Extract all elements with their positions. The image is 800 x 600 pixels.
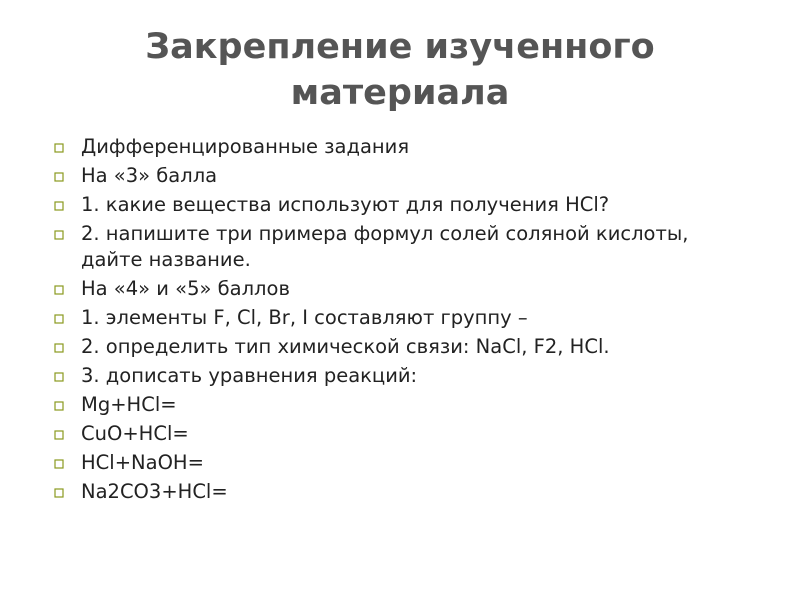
- list-item: [52, 363, 742, 389]
- list-item: [52, 334, 742, 360]
- list-item-text: Дифференцированные задания: [81, 135, 410, 158]
- list-item-text: 2. определить тип химической связи: NaCl, F2, HCl.: [81, 335, 610, 358]
- bullet-icon: [54, 372, 64, 382]
- bullet-icon: [54, 343, 64, 353]
- list-item: [52, 392, 742, 418]
- bullet-icon: [54, 430, 64, 440]
- bullet-icon: [54, 285, 64, 295]
- list-item: [52, 134, 742, 160]
- list-item-text: 2. напишите три примера формул солей соляной кислоты, дайте название.: [81, 222, 689, 271]
- list-item-text: На «4» и «5» баллов: [81, 277, 290, 300]
- list-item-text: CuO+HCl=: [81, 422, 189, 445]
- bullet-icon: [54, 459, 64, 469]
- bullet-list: [52, 134, 742, 508]
- list-item-text: 1. какие вещества используют для получения HCl?: [81, 193, 610, 216]
- list-item: [52, 221, 742, 273]
- bullet-icon: [54, 201, 64, 211]
- bullet-icon: [54, 314, 64, 324]
- bullet-icon: [54, 401, 64, 411]
- list-item-text: На «3» балла: [81, 164, 218, 187]
- list-item: [52, 192, 742, 218]
- list-item-text: Mg+HCl=: [81, 393, 177, 416]
- list-item-text: 1. элементы F, Cl, Br, I составляют группу –: [81, 306, 528, 329]
- list-item-text: Na2CO3+HCl=: [81, 480, 228, 503]
- list-item: [52, 276, 742, 302]
- list-item: [52, 305, 742, 331]
- list-item-text: HCl+NaOH=: [81, 451, 204, 474]
- list-item: [52, 450, 742, 476]
- list-item-text: 3. дописать уравнения реакций:: [81, 364, 418, 387]
- list-item: [52, 163, 742, 189]
- list-item: [52, 479, 742, 505]
- list-item: [52, 421, 742, 447]
- bullet-icon: [54, 488, 64, 498]
- bullet-icon: [54, 172, 64, 182]
- bullet-icon: [54, 143, 64, 153]
- slide-title: Закрепление изученного материала: [145, 27, 655, 113]
- bullet-icon: [54, 230, 64, 240]
